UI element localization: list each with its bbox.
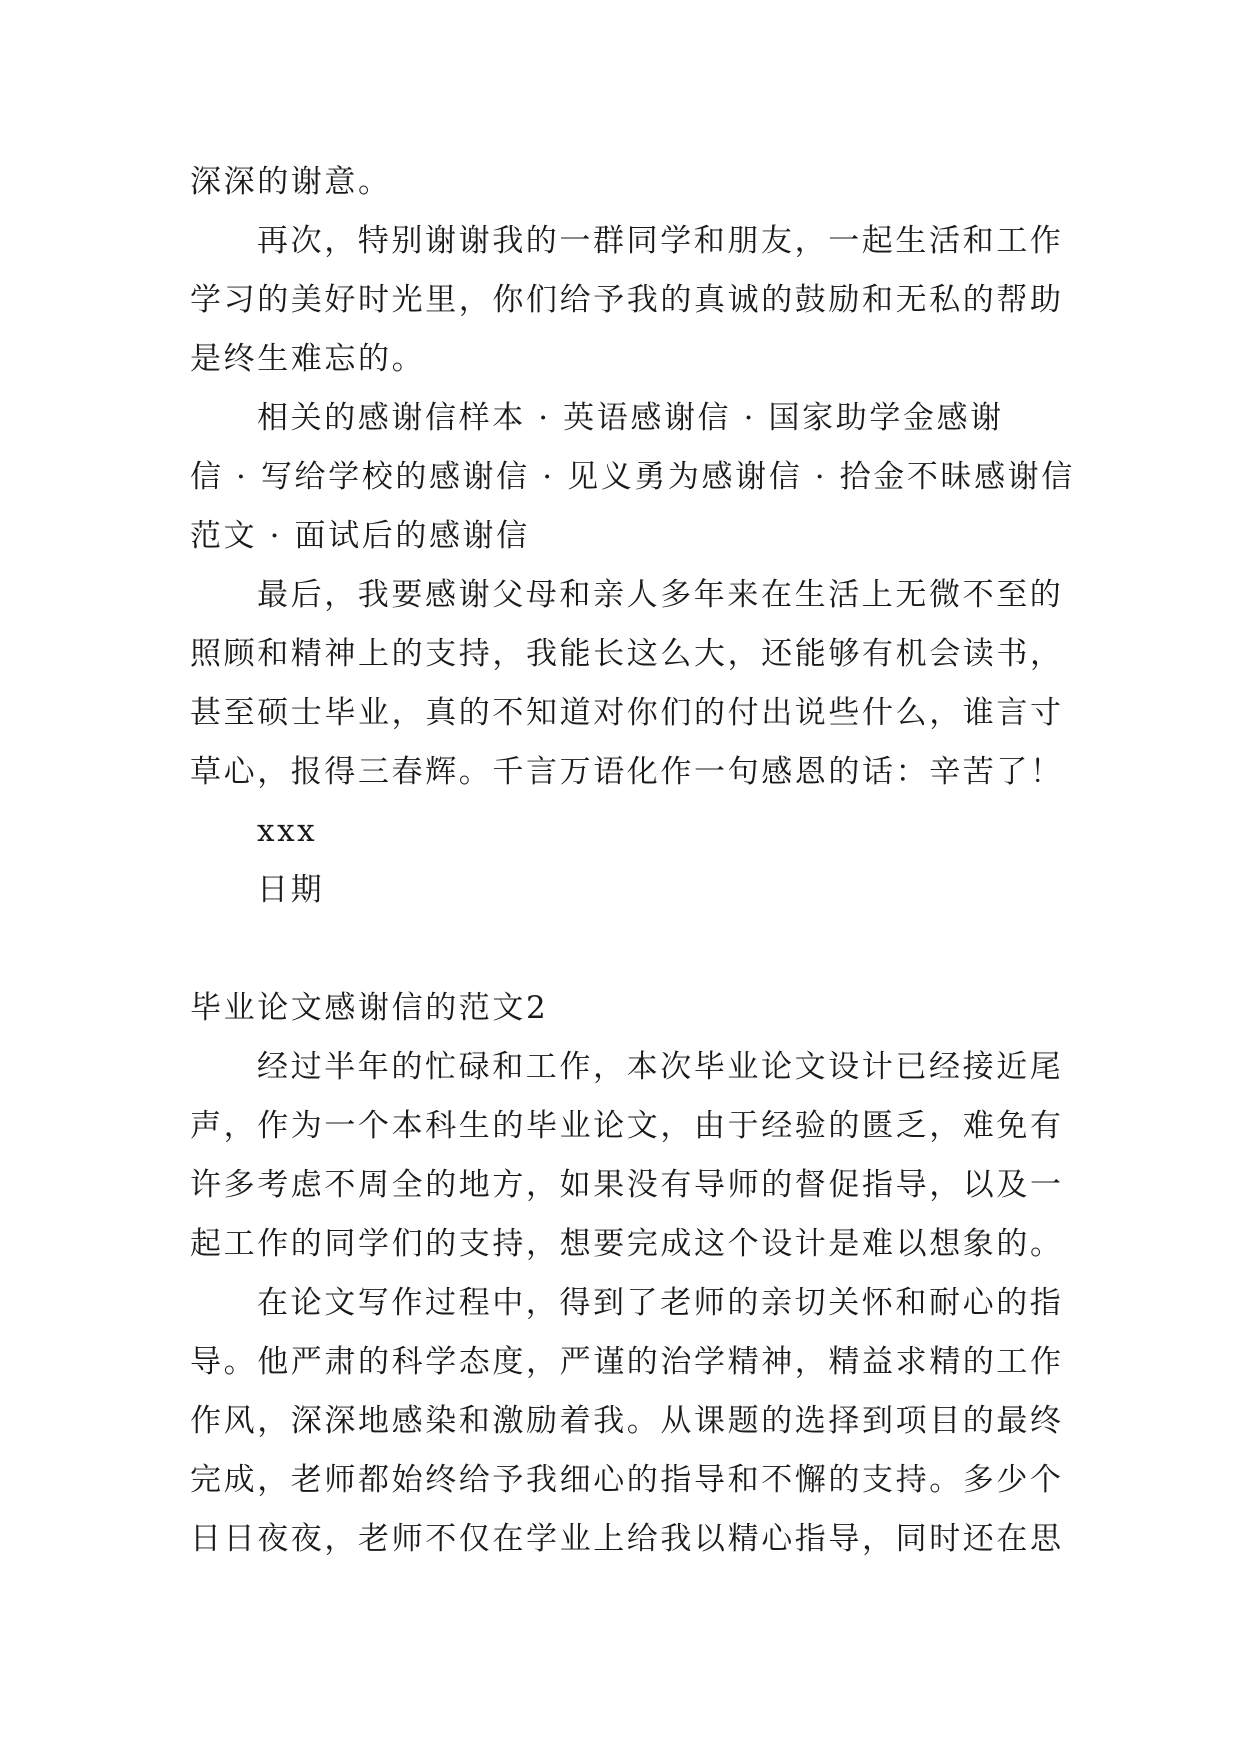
related-links-line: 范文 · 面试后的感谢信 xyxy=(190,518,530,554)
section-heading: 毕业论文感谢信的范文2 xyxy=(190,990,549,1026)
paragraph-line: 经过半年的忙碌和工作，本次毕业论文设计已经接近尾 xyxy=(257,1049,1064,1085)
paragraph-line: 学习的美好时光里，你们给予我的真诚的鼓励和无私的帮助 xyxy=(190,282,1064,318)
paragraph-line: 日日夜夜，老师不仅在学业上给我以精心指导，同时还在思 xyxy=(190,1521,1064,1557)
paragraph-line: 照顾和精神上的支持，我能长这么大，还能够有机会读书， xyxy=(190,636,1064,672)
paragraph-line: 声，作为一个本科生的毕业论文，由于经验的匮乏，难免有 xyxy=(190,1108,1064,1144)
signature-date: 日期 xyxy=(257,872,325,908)
paragraph-line: 起工作的同学们的支持，想要完成这个设计是难以想象的。 xyxy=(190,1226,1064,1262)
paragraph-line: 许多考虑不周全的地方，如果没有导师的督促指导，以及一 xyxy=(190,1167,1064,1203)
paragraph-line: 最后，我要感谢父母和亲人多年来在生活上无微不至的 xyxy=(257,577,1064,613)
paragraph-line: 作风，深深地感染和激励着我。从课题的选择到项目的最终 xyxy=(190,1403,1064,1439)
paragraph-line: 深深的谢意。 xyxy=(190,164,392,200)
paragraph-line: 草心，报得三春辉。千言万语化作一句感恩的话：辛苦了！ xyxy=(190,754,1064,790)
paragraph-line: 再次，特别谢谢我的一群同学和朋友，一起生活和工作 xyxy=(257,223,1064,259)
paragraph-line: 导。他严肃的科学态度，严谨的治学精神，精益求精的工作 xyxy=(190,1344,1064,1380)
paragraph-line: 完成，老师都始终给予我细心的指导和不懈的支持。多少个 xyxy=(190,1462,1064,1498)
related-links-line: 信 · 写给学校的感谢信 · 见义勇为感谢信 · 拾金不昧感谢信 xyxy=(190,459,1075,495)
paragraph-line: 甚至硕士毕业，真的不知道对你们的付出说些什么，谁言寸 xyxy=(190,695,1064,731)
signature-name: xxx xyxy=(257,813,318,849)
paragraph-line: 是终生难忘的。 xyxy=(190,341,426,377)
related-links-line: 相关的感谢信样本 · 英语感谢信 · 国家助学金感谢 xyxy=(257,400,1004,436)
paragraph-line: 在论文写作过程中，得到了老师的亲切关怀和耐心的指 xyxy=(257,1285,1064,1321)
